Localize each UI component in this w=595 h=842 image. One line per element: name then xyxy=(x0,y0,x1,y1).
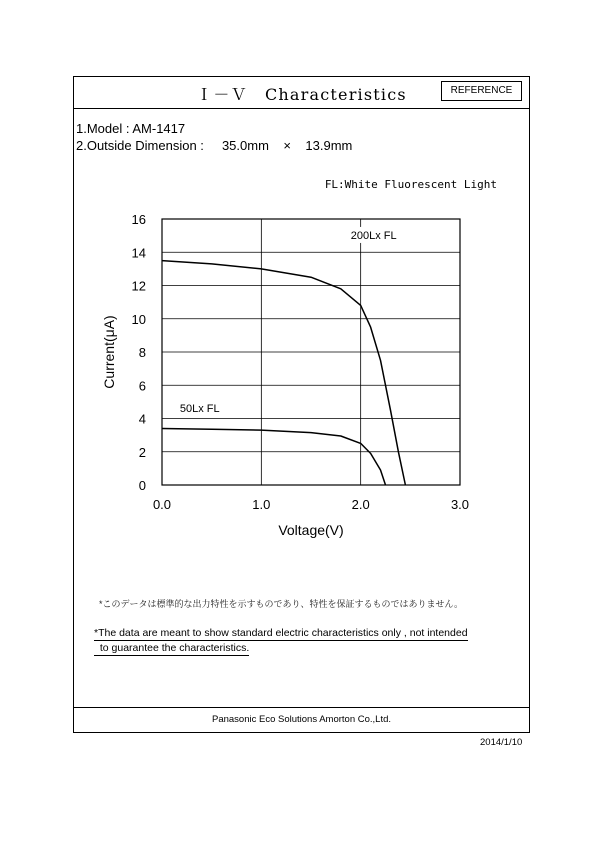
disclaimer-english-line-2: to guarantee the characteristics. xyxy=(94,642,250,654)
footer-divider xyxy=(74,707,529,708)
chart-curves xyxy=(162,261,405,485)
reference-badge: REFERENCE xyxy=(441,81,522,101)
dimension-line: 2.Outside Dimension : 35.0mm × 13.9mm xyxy=(76,138,353,153)
y-tick-label: 4 xyxy=(138,411,146,427)
y-tick-label: 8 xyxy=(138,345,146,360)
disclaimer-japanese: *このデータは標準的な出力特性を示すものであり、特性を保証するものではありません。 xyxy=(99,599,464,609)
title-row xyxy=(74,77,529,109)
page-title: Ｉ－Ｖ Characteristics xyxy=(196,85,407,104)
series-label-1: 50Lx FL xyxy=(179,402,220,415)
chart-ticks xyxy=(132,213,470,512)
y-tick-label: 0 xyxy=(138,478,146,493)
x-tick-label: 2.0 xyxy=(351,497,370,512)
document-date: 2014/1/10 xyxy=(480,737,523,748)
y-axis-label: Current(μA) xyxy=(101,315,117,389)
y-tick-label: 14 xyxy=(131,245,146,261)
x-axis-label: Voltage(V) xyxy=(278,522,344,538)
x-tick-label: 1.0 xyxy=(252,497,271,512)
series-line-1 xyxy=(162,429,386,486)
chart-series-labels xyxy=(176,227,411,416)
x-tick-label: 0.0 xyxy=(152,497,172,512)
company-name: Panasonic Eco Solutions Amorton Co.,Ltd. xyxy=(211,714,392,725)
series-label-0: 200Lx FL xyxy=(350,229,397,242)
disclaimer-english-line-1: *The data are meant to show standard electric characteristics only , not intended xyxy=(94,627,468,639)
y-tick-label: 16 xyxy=(131,213,146,227)
y-tick-label: 10 xyxy=(131,311,146,327)
y-tick-label: 2 xyxy=(138,444,146,460)
iv-chart xyxy=(94,213,504,553)
model-line: 1.Model : AM-1417 xyxy=(76,121,186,136)
y-tick-label: 12 xyxy=(131,278,146,294)
document-frame xyxy=(73,76,530,733)
x-tick-label: 3.0 xyxy=(450,497,470,512)
y-tick-label: 6 xyxy=(138,378,146,394)
disclaimer-english xyxy=(94,626,509,656)
light-source-note: FL:White Fluorescent Light xyxy=(324,178,497,191)
chart-grid xyxy=(162,219,460,485)
